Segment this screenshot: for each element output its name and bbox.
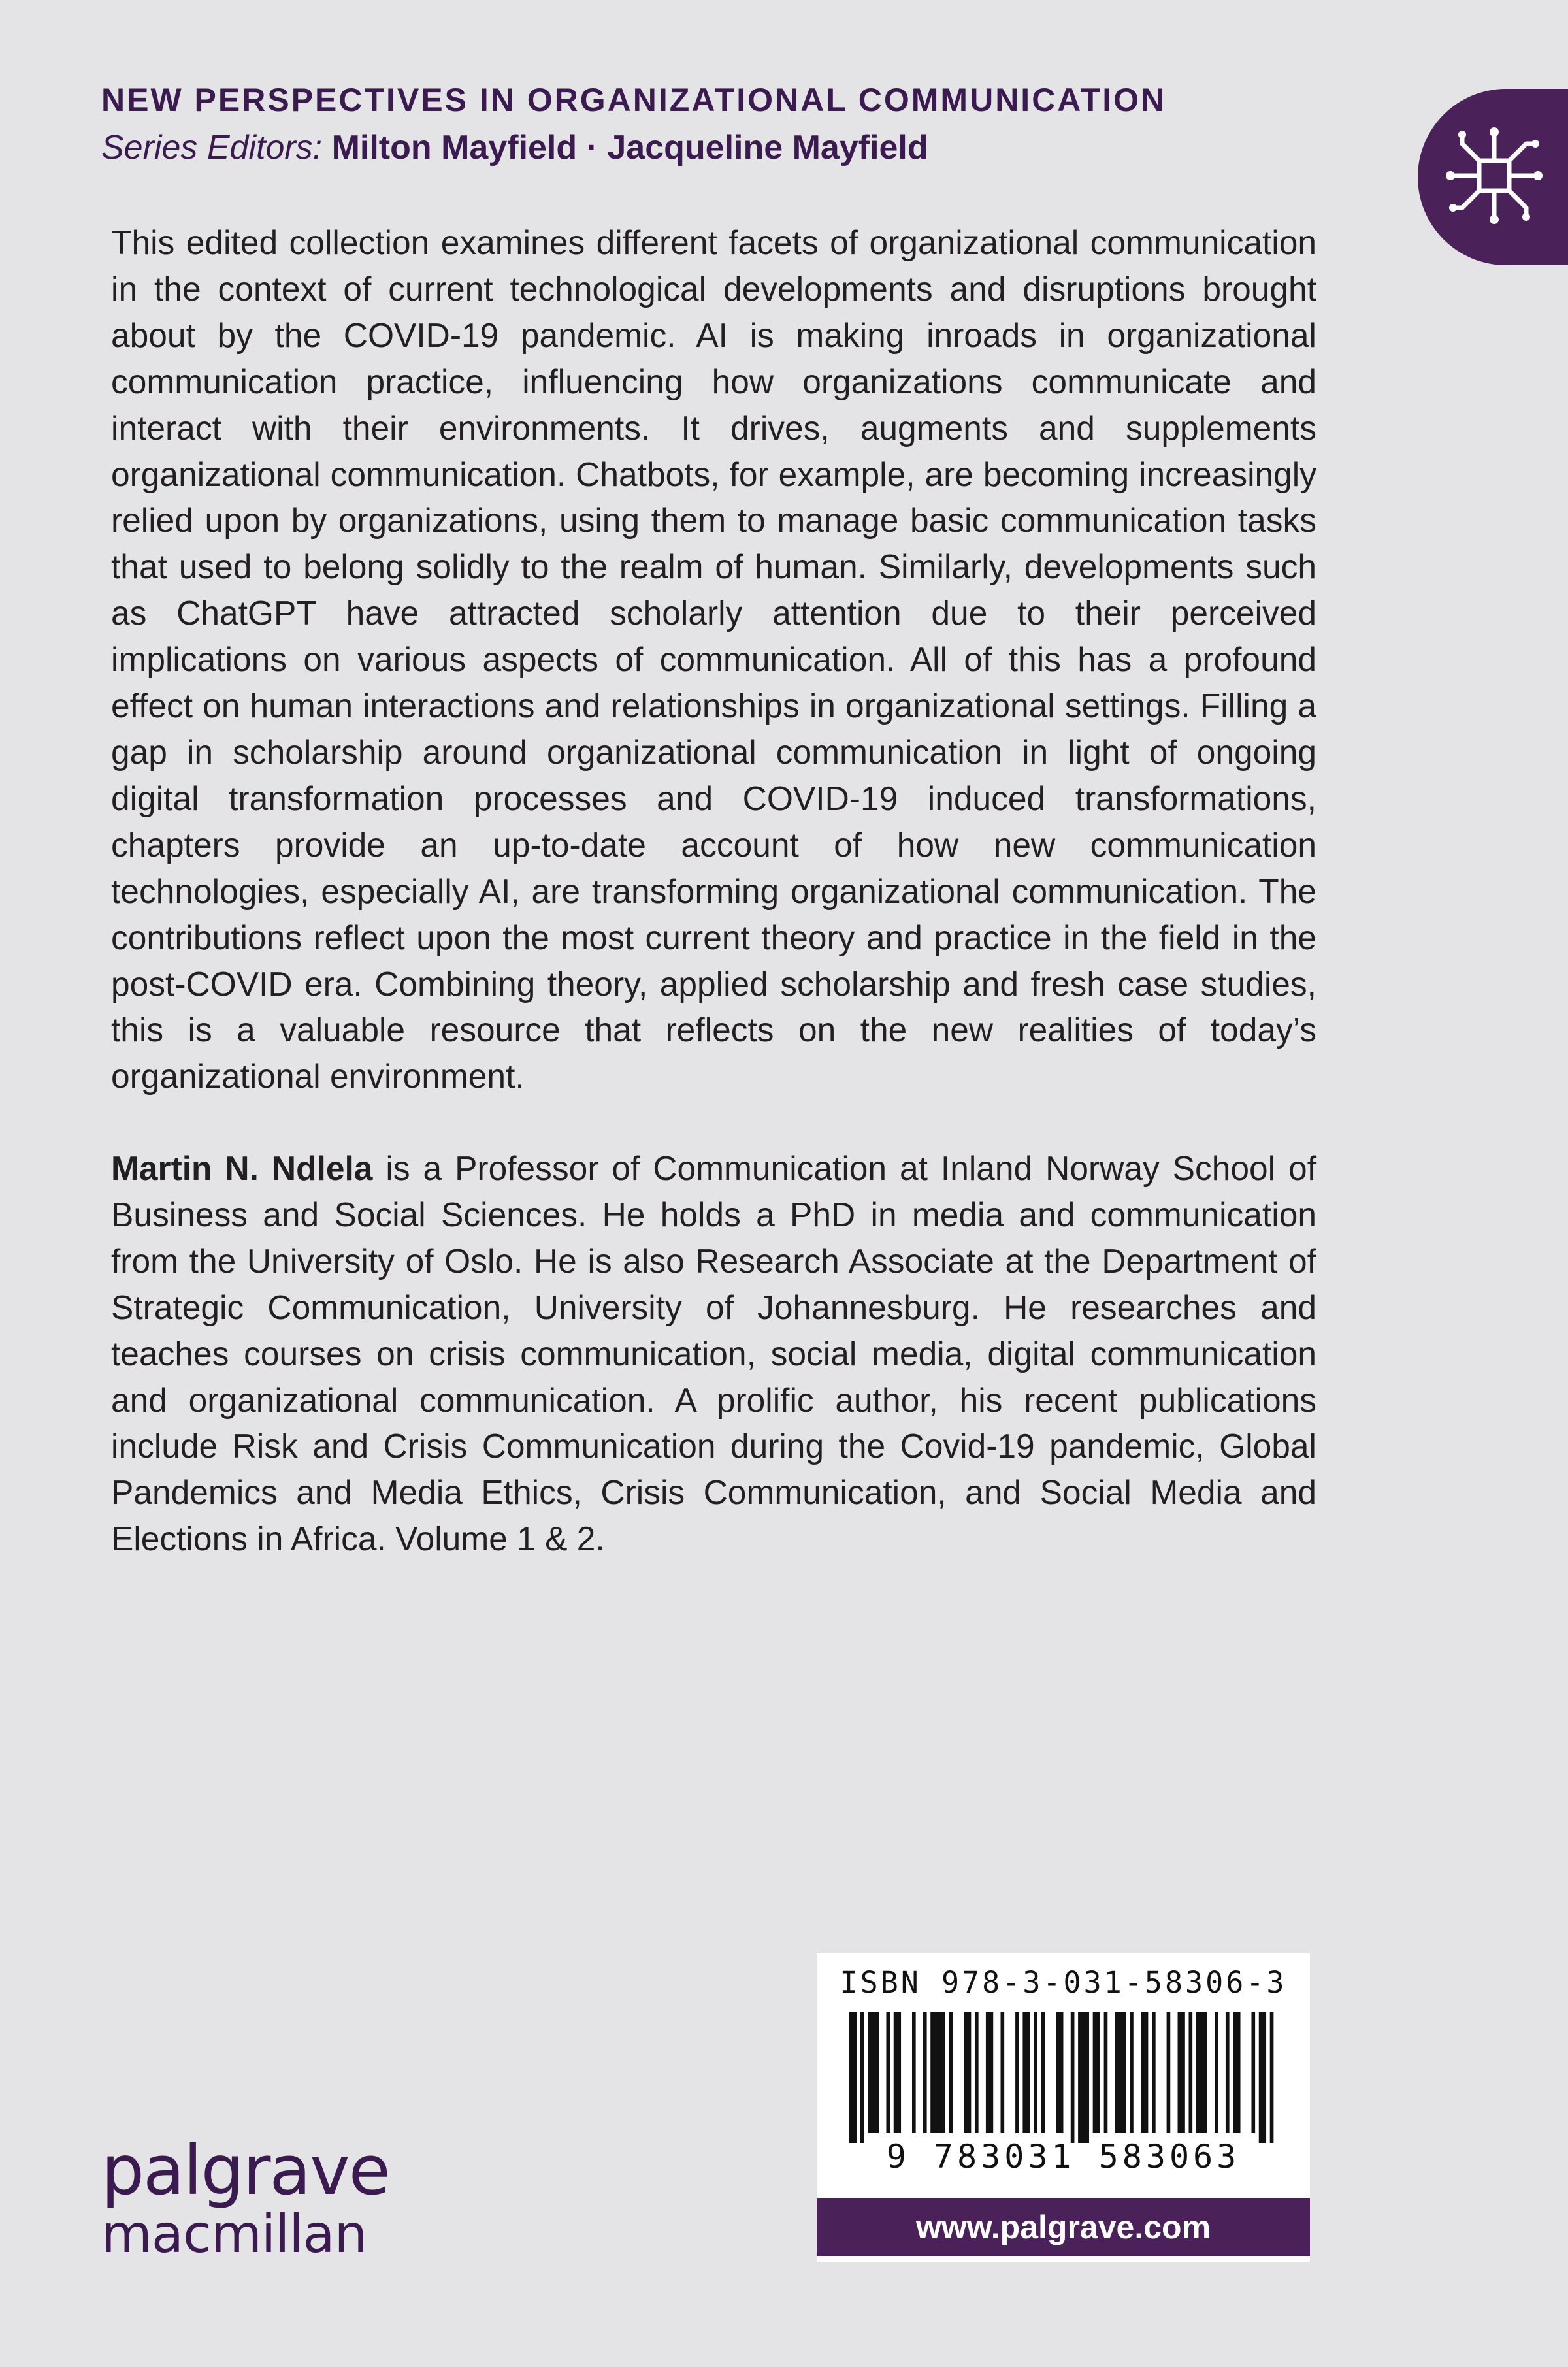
barcode-bar [930, 2012, 945, 2133]
barcode-bar [860, 2012, 864, 2143]
barcode-bar [886, 2012, 890, 2133]
barcode-bar [1233, 2012, 1240, 2133]
barcode-bar [1130, 2012, 1134, 2133]
barcode-bar [1071, 2012, 1075, 2143]
author-name: Martin N. Ndlela [111, 1149, 373, 1187]
barcode-bar [1188, 2012, 1192, 2133]
barcode-bar [949, 2012, 953, 2133]
barcode [849, 2012, 1277, 2143]
series-editors-label: Series Editors: [101, 129, 323, 167]
barcode-bar [1251, 2012, 1255, 2133]
barcode-bar [986, 2012, 993, 2133]
barcode-digits: 9 783031 583063 [886, 2138, 1241, 2176]
barcode-bar [1215, 2012, 1218, 2133]
barcode-bar [1270, 2012, 1274, 2143]
barcode-bar [1167, 2012, 1171, 2133]
barcode-bar [1093, 2012, 1100, 2133]
circuit-logo-icon [1445, 127, 1543, 225]
barcode-bar [1104, 2012, 1108, 2133]
barcode-bar [923, 2012, 927, 2133]
author-bio [111, 1145, 1316, 1562]
barcode-bar [1115, 2012, 1126, 2133]
publisher-website: www.palgrave.com [817, 2198, 1310, 2256]
barcode-bar [1022, 2012, 1030, 2133]
barcode-bar [1034, 2012, 1037, 2133]
isbn-number: ISBN 978-3-031-58306-3 [840, 1965, 1287, 2000]
book-description: This edited collection examines different facets of organizational communication in the context of current technological developments and disruptions brought about by the COVID-19 pandemic. AI is making inroads in organizational communication practice, influencing how organizations communicate and interact with their environments. It drives, augments and supplements organizational communication. Chatbots, for example, are becoming increasingly relied upon by organizations, using them to manage basic communication tasks that used to belong solidly to the realm of human. Similarly, developments such as ChatGPT have attracted scholarly attention due to their perceived implications on various aspects of communication. All of this has a profound effect on human interactions and relationships in organizational settings. Filling a gap in scholarship around organizational communication in light of ongoing digital transformation processes and COVID-19 induced transformations, chapters provide an up-to-date account of how new communication technologies, especially AI, are transforming organizational communication. The contributions reflect upon the most current theory and practice in the field in the post-COVID era. Combining theory, applied scholarship and fresh case studies, this is a valuable resource that reflects on the new realities of today’s organizational environment. [111, 223, 1316, 1096]
barcode-bar [894, 2012, 901, 2133]
series-editors [101, 128, 928, 167]
barcode-bar [975, 2012, 979, 2133]
series-logo-badge [1418, 89, 1568, 265]
author-bio-text: is a Professor of Communication at Inland Norway School of Business and Social Sciences. He holds a PhD in media and communication from the University of Oslo. He is also Research Associate at the Department of Strategic Communication, University of Johannesburg. He researches and teaches courses on crisis communication, social media, digital communication and organizational communication. A prolific author, his recent publications include Risk and Crisis Communication during the Covid-19 pandemic, Global Pandemics and Media Ethics, Crisis Communication, and Social Media and Elections in Africa. Volume 1 & 2. [111, 1149, 1317, 1558]
barcode-bar [849, 2012, 857, 2143]
publisher-logo-line2: macmillan [101, 2204, 367, 2264]
barcode-bar [1015, 2012, 1019, 2133]
barcode-bar [1259, 2012, 1266, 2143]
barcode-bar [1041, 2012, 1045, 2133]
barcode-bar [868, 2012, 879, 2133]
barcode-bar [1001, 2012, 1005, 2133]
barcode-bar [964, 2012, 971, 2133]
barcode-bar [1078, 2012, 1089, 2143]
publisher-logo-line1: palgrave [101, 2130, 389, 2210]
barcode-bar [912, 2012, 916, 2133]
barcode-bar [1141, 2012, 1148, 2133]
barcode-bar [1056, 2012, 1063, 2133]
barcode-bar [1178, 2012, 1185, 2133]
barcode-bar [1196, 2012, 1207, 2133]
publisher-logo [101, 2130, 389, 2264]
barcode-bar [1226, 2012, 1230, 2133]
series-editors-names: Milton Mayfield · Jacqueline Mayfield [331, 129, 928, 167]
barcode-bar [1152, 2012, 1156, 2133]
series-title: NEW PERSPECTIVES IN ORGANIZATIONAL COMMUNICATION [101, 82, 1167, 118]
